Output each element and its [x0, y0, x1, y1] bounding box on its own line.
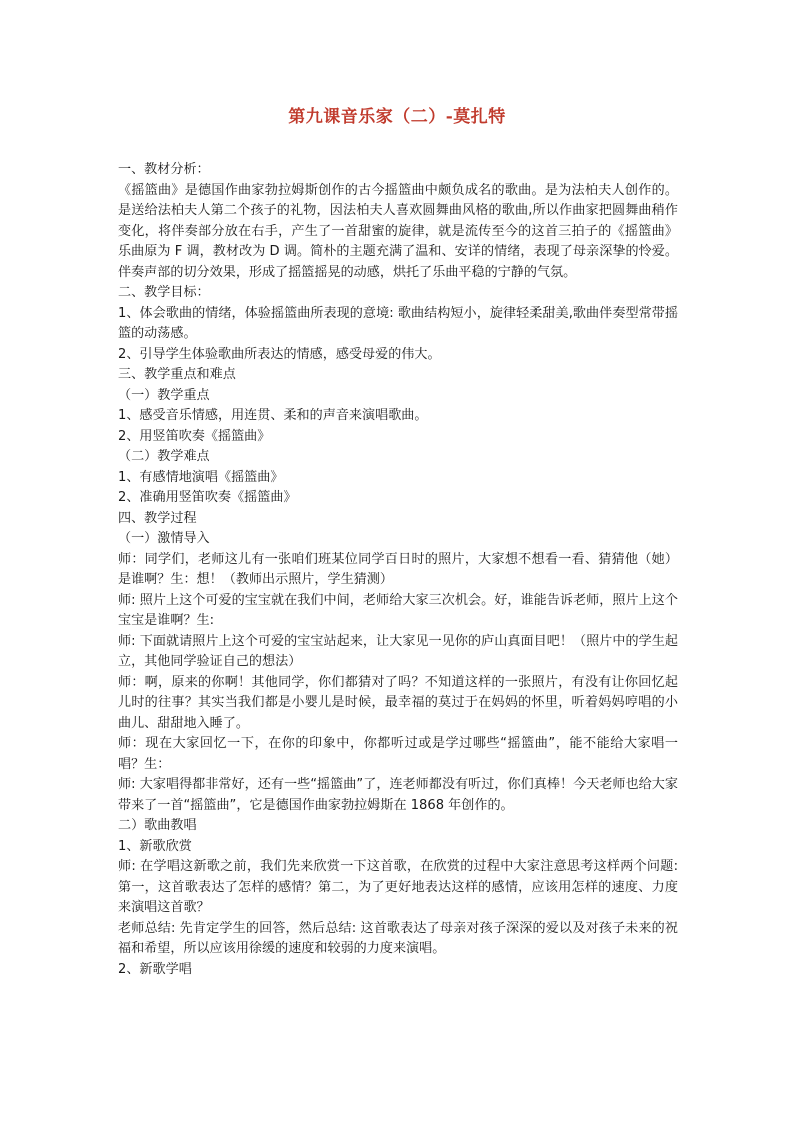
document-body [118, 160, 678, 980]
document-title: 第九课音乐家（二）-莫扎特 [288, 107, 506, 127]
subsection-heading: 二）歌曲教唱 [118, 818, 197, 833]
subsection-heading: （一）激情导入 [118, 531, 210, 546]
paragraph: 《摇篮曲》是德国作曲家勃拉姆斯创作的古今摇篮曲中颇负成名的歌曲。是为法柏夫人创作的。是送给法柏夫人第二个孩子的礼物，因法柏夫人喜欢圆舞曲风格的歌曲,所以作曲家把圆舞曲稍作变化，将伴奏部分放在右手，产生了一首甜蜜的旋律，就是流传至今的这首三拍子的《摇篮曲》 乐曲原为 F 调，教材改为 D 调。简朴的主题充满了温和、安详的情绪，表现了母亲深挚的怜爱。伴奏声部的切分效果，形成了摇篮摇晃的动感，烘托了乐曲平稳的宁静的气氛。 [118, 182, 678, 280]
section-heading: 四、教学过程 [118, 510, 197, 526]
paragraph: 1、有感情地演唱《摇篮曲》 [118, 469, 284, 485]
paragraph: 师：啊，原来的你啊！其他同学，你们都猜对了吗？不知道这样的一张照片，有没有让你回忆起儿时的往事？其实当我们都是小婴儿是时候，最幸福的莫过于在妈妈的怀里，听着妈妈哼唱的小曲儿、甜甜地入睡了。 [118, 674, 678, 731]
paragraph: 2、准确用竖笛吹奏《摇篮曲》 [118, 490, 297, 505]
paragraph: 1、感受音乐情感，用连贯、柔和的声音来演唱歌曲。 [118, 408, 428, 423]
subsection-heading: （二）教学难点 [118, 449, 210, 464]
paragraph: 师: 照片上这个可爱的宝宝就在我们中间，老师给大家三次机会。好，谁能告诉老师，照片上这个宝宝是谁啊？生: [118, 592, 678, 628]
paragraph: 2、用竖笛吹奏《摇篮曲》 [118, 428, 271, 444]
paragraph: 师：现在大家回忆一下，在你的印象中，你都听过或是学过哪些“摇篮曲”，能不能给大家唱一唱？生： [118, 736, 678, 772]
subsection-heading: （一）教学重点 [118, 387, 210, 403]
paragraph: 师: 下面就请照片上这个可爱的宝宝站起来，让大家见一见你的庐山真面目吧！（照片中的学生起立，其他同学验证自己的想法） [118, 633, 678, 669]
paragraph: 师: 大家唱得都非常好，还有一些“摇篮曲”了，连老师都没有听过，你们真棒！今天老师也给大家带来了一首“摇篮曲”，它是德国作曲家勃拉姆斯在 1868 年创作的。 [118, 777, 678, 813]
subsection-heading: 2、新歌学唱 [118, 961, 192, 977]
paragraph: 老师总结: 先肯定学生的回答，然后总结: 这首歌表达了母亲对孩子深深的爱以及对孩子未来的祝福和希望，所以应该用徐缓的速度和较弱的力度来演唱。 [118, 920, 678, 956]
paragraph: 2、引导学生体验歌曲所表达的情感，感受母爱的伟大。 [118, 346, 441, 362]
subsection-heading: 1、新歌欣赏 [118, 838, 192, 854]
paragraph: 师：同学们，老师这儿有一张咱们班某位同学百日时的照片，大家想不想看一看、猜猜他（她）是谁啊？生：想！（教师出示照片，学生猜测） [118, 551, 678, 587]
paragraph: 1、体会歌曲的情绪，体验摇篮曲所表现的意境: 歌曲结构短小，旋律轻柔甜美,歌曲伴奏型常带摇篮的动荡感。 [118, 305, 678, 341]
section-heading: 三、教学重点和难点 [118, 367, 236, 382]
section-heading: 二、教学目标： [118, 285, 210, 300]
section-heading: 一、教材分析： [118, 162, 210, 177]
paragraph: 师: 在学唱这新歌之前，我们先来欣赏一下这首歌，在欣赏的过程中大家注意思考这样两个问题: 第一，这首歌表达了怎样的感情？第二，为了更好地表达这样的感情，应该用怎样的速度、力度来演唱这首歌？ [118, 859, 678, 915]
